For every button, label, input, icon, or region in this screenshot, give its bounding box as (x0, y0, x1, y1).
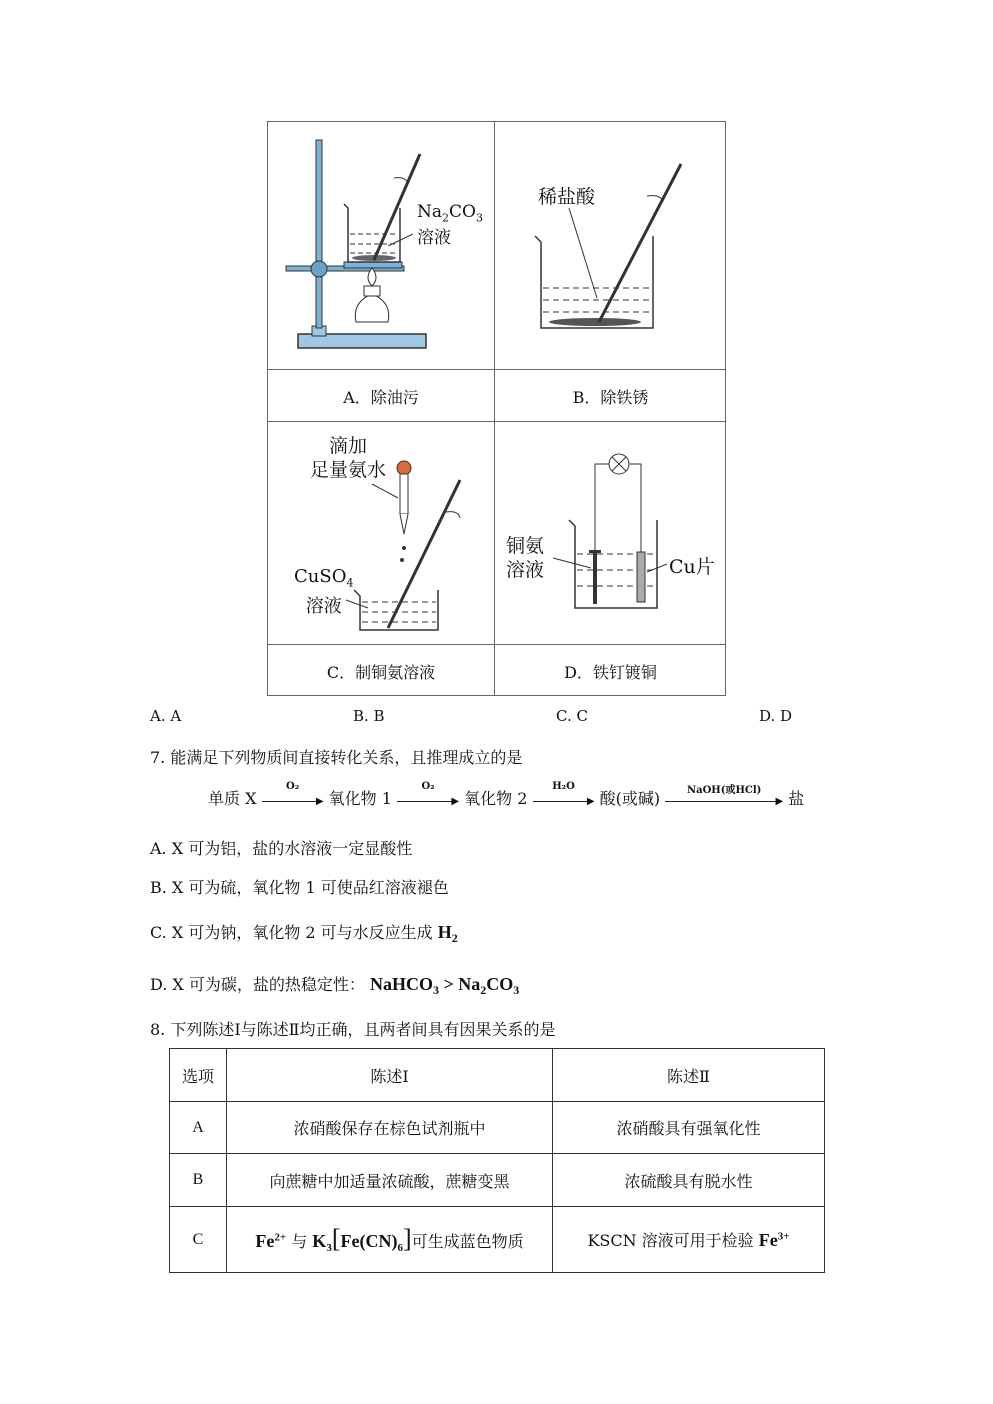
table-row (170, 1154, 825, 1207)
chain-substance-2: 氧化物 1 (328, 789, 392, 808)
row-b-statement-1: 向蔗糖中加适量浓硫酸，蔗糖变黑 (227, 1154, 553, 1207)
q8-stem: 8. 下列陈述Ⅰ与陈述Ⅱ均正确，且两者间具有因果关系的是 (150, 1020, 556, 1039)
row-b-option: B (170, 1154, 227, 1207)
panel-c-solution-label: CuSO$_4$ 溶液 (294, 566, 354, 617)
row-a-statement-2: 浓硝酸具有强氧化性 (553, 1102, 825, 1154)
header-option: 选项 (170, 1049, 227, 1102)
q6-option-c[interactable]: C. C (556, 707, 588, 725)
panel-d-solution-label: 铜氨 溶液 (506, 535, 545, 581)
q6-option-b[interactable]: B. B (353, 707, 385, 725)
q8-table (169, 1048, 825, 1273)
row-a-option: A (170, 1102, 227, 1154)
q7-option-a[interactable]: A. X 可为铝，盐的水溶液一定显酸性 (150, 839, 413, 858)
q7-option-c[interactable]: C. X 可为钠，氧化物 2 可与水反应生成 $H_2$ (150, 922, 458, 946)
chain-arrow-2: O₂ ▶ (397, 793, 459, 807)
row-a-statement-1: 浓硝酸保存在棕色试剂瓶中 (227, 1102, 553, 1154)
chain-substance-1: 单质 X (208, 789, 257, 808)
row-c-statement-1: $Fe^{2+}$ 与 $K_3[Fe(CN)_6]$可生成蓝色物质 (227, 1207, 553, 1273)
row-b-statement-2: 浓硫酸具有脱水性 (553, 1154, 825, 1207)
header-statement-2: 陈述Ⅱ (553, 1049, 825, 1102)
experiment-figure (267, 121, 726, 696)
q7-conversion-chain (208, 780, 805, 809)
panel-c-drop-label: 滴加 足量氨水 (310, 435, 387, 481)
table-row (170, 1102, 825, 1154)
caption-c: C．制铜氨溶液 (326, 663, 436, 682)
figure-divider-3 (268, 644, 725, 645)
chain-substance-3: 氧化物 2 (464, 789, 528, 808)
chain-arrow-3: H₂O ▶ (533, 793, 595, 807)
panel-b-label: 稀盐酸 (538, 186, 596, 208)
panel-d-cu-label: Cu片 (669, 556, 715, 578)
chain-substance-4: 酸(或碱) (599, 789, 661, 808)
header-statement-1: 陈述Ⅰ (227, 1049, 553, 1102)
table-row (170, 1207, 825, 1273)
q6-option-d[interactable]: D. D (759, 707, 793, 725)
chain-substance-5: 盐 (788, 789, 805, 808)
figure-divider-1 (268, 369, 725, 370)
q6-option-a[interactable]: A. A (150, 707, 182, 725)
chain-arrow-1: O₂ ▶ (262, 793, 324, 807)
panel-a-label: $Na_2CO_3$ 溶液 (417, 202, 483, 249)
caption-d: D．铁钉镀铜 (564, 663, 657, 682)
q7-option-d[interactable]: D. X 可为碳，盐的热稳定性： NaHCO$_3$ > $Na_2CO_3$ (150, 974, 520, 998)
q7-stem: 7. 能满足下列物质间直接转化关系，且推理成立的是 (150, 748, 523, 767)
chain-arrow-4: NaOH(或HCl) ▶ (665, 793, 783, 807)
row-c-option: C (170, 1207, 227, 1273)
q7-option-b[interactable]: B. X 可为硫，氧化物 1 可使品红溶液褪色 (150, 878, 449, 897)
panel-b-apparatus (495, 122, 726, 369)
panel-d-apparatus (495, 422, 726, 644)
caption-b: B．除铁锈 (572, 388, 649, 407)
caption-a: A．除油污 (343, 388, 419, 407)
table-header-row (170, 1049, 825, 1102)
row-c-statement-2: KSCN 溶液可用于检验 $Fe^{3+}$ (553, 1207, 825, 1273)
